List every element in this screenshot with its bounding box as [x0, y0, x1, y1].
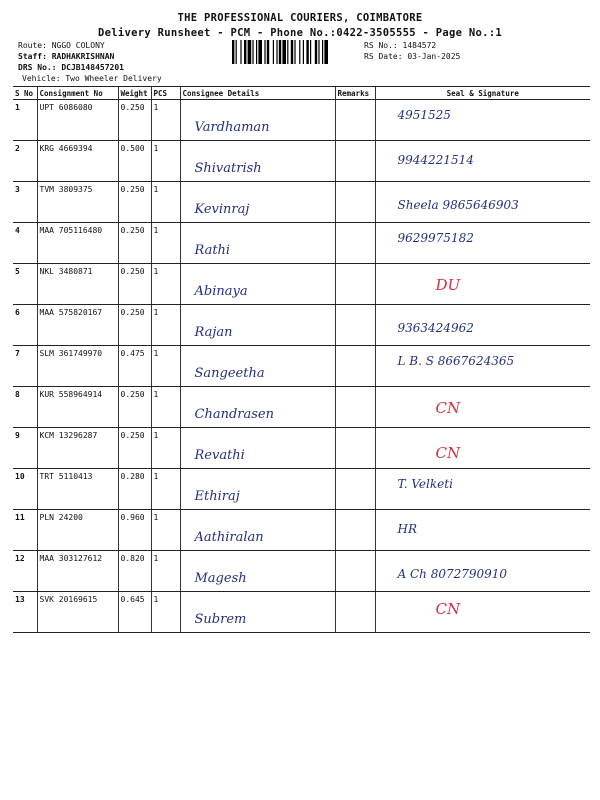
vehicle-label: Vehicle: Two Wheeler Delivery — [22, 74, 162, 83]
row-weight: 0.280 — [118, 469, 151, 510]
row-consignment-no: SLM 361749970 — [37, 346, 118, 387]
row-sno: 1 — [13, 100, 37, 141]
table-header-row — [13, 87, 590, 100]
table-row — [13, 510, 590, 551]
row-weight: 0.250 — [118, 100, 151, 141]
row-weight: 0.475 — [118, 346, 151, 387]
row-seal-signature — [375, 387, 590, 428]
row-seal-signature — [375, 182, 590, 223]
handwritten-signature: DU — [435, 276, 461, 294]
row-remarks — [335, 346, 375, 387]
row-consignee — [180, 100, 335, 141]
table-row — [13, 264, 590, 305]
table-row — [13, 141, 590, 182]
row-seal-signature — [375, 100, 590, 141]
row-consignee — [180, 305, 335, 346]
barcode-image — [232, 40, 360, 64]
row-pcs: 1 — [151, 264, 180, 305]
col-header-seal: Seal & Signature — [375, 87, 590, 100]
row-seal-signature — [375, 223, 590, 264]
row-sno: 4 — [13, 223, 37, 264]
table-row — [13, 346, 590, 387]
row-seal-signature — [375, 141, 590, 182]
row-remarks — [335, 182, 375, 223]
row-remarks — [335, 141, 375, 182]
row-pcs: 1 — [151, 469, 180, 510]
row-weight: 0.250 — [118, 223, 151, 264]
row-weight: 0.645 — [118, 592, 151, 633]
row-sno: 9 — [13, 428, 37, 469]
handwritten-signature: 4951525 — [397, 108, 451, 122]
row-consignee — [180, 141, 335, 182]
row-consignment-no: TRT 5110413 — [37, 469, 118, 510]
row-consignment-no: SVK 20169615 — [37, 592, 118, 633]
row-consignment-no: MAA 575820167 — [37, 305, 118, 346]
row-remarks — [335, 551, 375, 592]
table-row — [13, 387, 590, 428]
handwritten-consignee-name: Shivatrish — [194, 161, 262, 176]
row-seal-signature — [375, 592, 590, 633]
handwritten-signature: 9944221514 — [397, 153, 474, 167]
row-consignment-no: MAA 303127612 — [37, 551, 118, 592]
row-consignee — [180, 223, 335, 264]
row-seal-signature — [375, 469, 590, 510]
handwritten-signature: T. Velketi — [397, 477, 453, 491]
row-sno: 13 — [13, 592, 37, 633]
handwritten-consignee-name: Chandrasen — [194, 407, 274, 422]
table-row — [13, 223, 590, 264]
handwritten-consignee-name: Rathi — [194, 243, 231, 258]
table-row — [13, 592, 590, 633]
row-sno: 7 — [13, 346, 37, 387]
table-row — [13, 305, 590, 346]
row-pcs: 1 — [151, 428, 180, 469]
table-row — [13, 551, 590, 592]
row-consignee — [180, 592, 335, 633]
row-weight: 0.960 — [118, 510, 151, 551]
row-sno: 10 — [13, 469, 37, 510]
row-weight: 0.250 — [118, 182, 151, 223]
row-sno: 2 — [13, 141, 37, 182]
row-consignment-no: PLN 24200 — [37, 510, 118, 551]
handwritten-consignee-name: Vardhaman — [194, 120, 270, 135]
row-seal-signature — [375, 428, 590, 469]
company-title: THE PROFESSIONAL COURIERS, COIMBATORE — [177, 12, 423, 24]
row-consignee — [180, 264, 335, 305]
row-consignee — [180, 387, 335, 428]
row-seal-signature — [375, 264, 590, 305]
row-seal-signature — [375, 346, 590, 387]
row-weight: 0.250 — [118, 305, 151, 346]
row-seal-signature — [375, 510, 590, 551]
handwritten-consignee-name: Kevinraj — [194, 202, 250, 217]
row-pcs: 1 — [151, 305, 180, 346]
row-remarks — [335, 223, 375, 264]
row-weight: 0.250 — [118, 428, 151, 469]
handwritten-signature: CN — [435, 399, 461, 417]
row-pcs: 1 — [151, 387, 180, 428]
row-remarks — [335, 428, 375, 469]
row-sno: 8 — [13, 387, 37, 428]
row-seal-signature — [375, 305, 590, 346]
handwritten-consignee-name: Subrem — [194, 612, 247, 627]
row-pcs: 1 — [151, 100, 180, 141]
row-remarks — [335, 387, 375, 428]
row-remarks — [335, 510, 375, 551]
rs-date: RS Date: 03-Jan-2025 — [364, 52, 461, 61]
drs-number: DRS No.: DCJB148457201 — [18, 63, 124, 72]
row-remarks — [335, 100, 375, 141]
col-header-weight: Weight — [118, 87, 151, 100]
handwritten-signature: Sheela 9865646903 — [397, 198, 519, 212]
row-weight: 0.250 — [118, 387, 151, 428]
row-consignment-no: UPT 6086080 — [37, 100, 118, 141]
table-row — [13, 469, 590, 510]
handwritten-signature: 9363424962 — [397, 321, 474, 335]
handwritten-signature: CN — [435, 444, 461, 462]
col-header-pcs: PCS — [151, 87, 180, 100]
handwritten-signature: HR — [397, 522, 417, 536]
delivery-table — [13, 86, 590, 633]
table-row — [13, 100, 590, 141]
row-remarks — [335, 592, 375, 633]
handwritten-consignee-name: Ethiraj — [194, 489, 240, 504]
row-weight: 0.250 — [118, 264, 151, 305]
row-consignee — [180, 551, 335, 592]
col-header-remarks: Remarks — [335, 87, 375, 100]
row-pcs: 1 — [151, 346, 180, 387]
row-sno: 3 — [13, 182, 37, 223]
table-row — [13, 182, 590, 223]
rs-number: RS No.: 1484572 — [364, 41, 437, 50]
handwritten-signature: CN — [435, 600, 461, 618]
row-sno: 12 — [13, 551, 37, 592]
row-sno: 11 — [13, 510, 37, 551]
handwritten-consignee-name: Sangeetha — [194, 366, 265, 381]
route-label: Route: NGGO COLONY — [18, 41, 105, 50]
row-weight: 0.500 — [118, 141, 151, 182]
row-pcs: 1 — [151, 141, 180, 182]
col-header-consignment: Consignment No — [37, 87, 118, 100]
handwritten-consignee-name: Aathiralan — [194, 530, 264, 545]
handwritten-consignee-name: Rajan — [194, 325, 233, 340]
row-consignee — [180, 510, 335, 551]
col-header-sno: S No — [13, 87, 37, 100]
row-pcs: 1 — [151, 592, 180, 633]
row-consignment-no: TVM 3809375 — [37, 182, 118, 223]
row-consignment-no: MAA 705116480 — [37, 223, 118, 264]
row-sno: 5 — [13, 264, 37, 305]
row-pcs: 1 — [151, 223, 180, 264]
row-consignee — [180, 346, 335, 387]
row-remarks — [335, 305, 375, 346]
staff-label: Staff: RADHAKRISHNAN — [18, 52, 115, 61]
row-consignment-no: KRG 4669394 — [37, 141, 118, 182]
handwritten-consignee-name: Revathi — [194, 448, 245, 463]
row-remarks — [335, 469, 375, 510]
handwritten-consignee-name: Abinaya — [194, 284, 248, 299]
row-sno: 6 — [13, 305, 37, 346]
row-consignee — [180, 469, 335, 510]
row-consignment-no: KCM 13296287 — [37, 428, 118, 469]
row-consignment-no: KUR 558964914 — [37, 387, 118, 428]
handwritten-consignee-name: Magesh — [194, 571, 247, 586]
row-pcs: 1 — [151, 510, 180, 551]
table-row — [13, 428, 590, 469]
row-consignment-no: NKL 3480871 — [37, 264, 118, 305]
row-pcs: 1 — [151, 182, 180, 223]
row-pcs: 1 — [151, 551, 180, 592]
row-remarks — [335, 264, 375, 305]
handwritten-signature: A Ch 8072790910 — [397, 567, 508, 581]
col-header-consignee: Consignee Details — [180, 87, 335, 100]
handwritten-signature: L B. S 8667624365 — [397, 354, 515, 368]
row-weight: 0.820 — [118, 551, 151, 592]
row-consignee — [180, 182, 335, 223]
runsheet-subtitle: Delivery Runsheet - PCM - Phone No.:0422-3505555 - Page No.:1 — [98, 27, 502, 39]
row-consignee — [180, 428, 335, 469]
handwritten-signature: 9629975182 — [397, 231, 474, 245]
row-seal-signature — [375, 551, 590, 592]
